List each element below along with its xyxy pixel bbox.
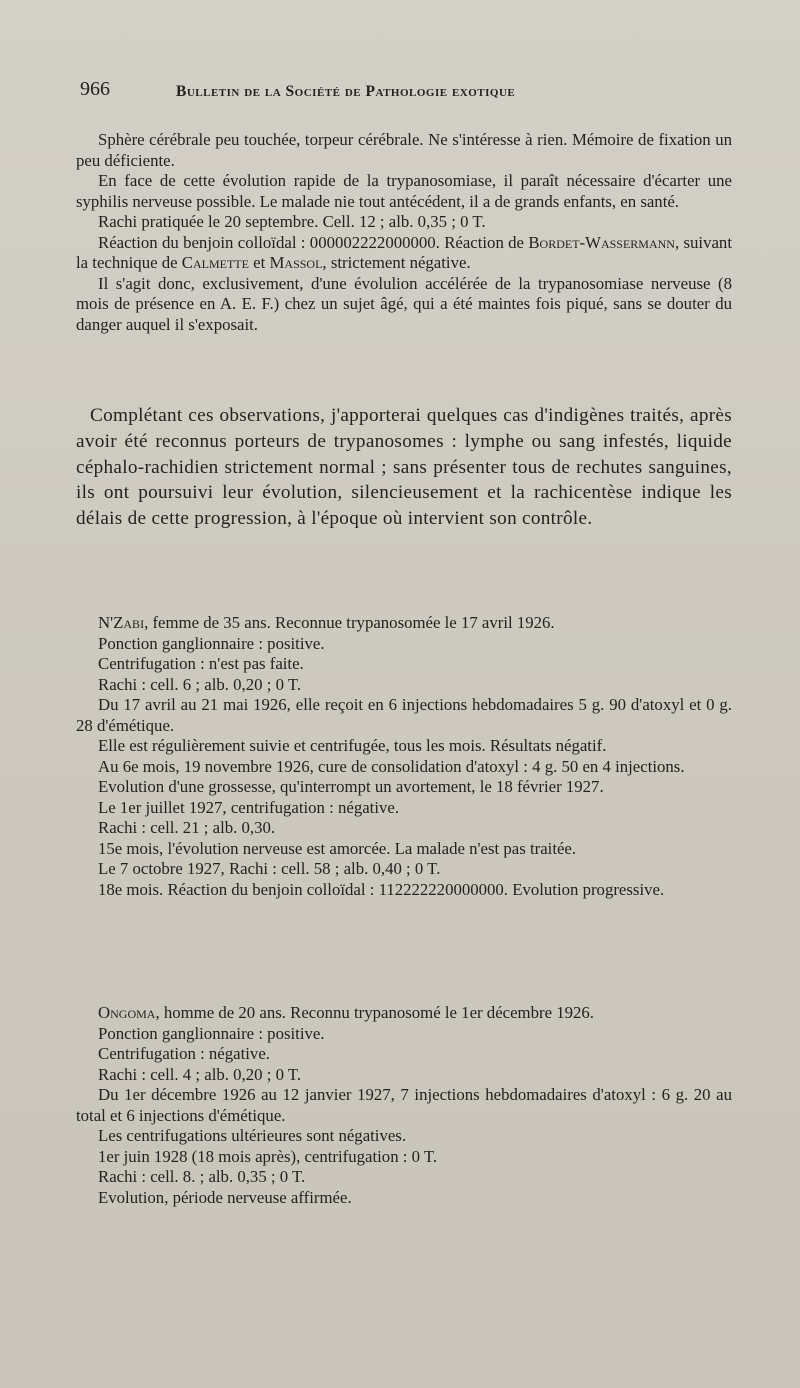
case-line: Rachi : cell. 21 ; alb. 0,30. xyxy=(98,818,276,837)
case-line: Les centrifugations ultérieures sont négatives. xyxy=(98,1126,407,1145)
author-name: Massol xyxy=(269,253,323,272)
case-line: Le 7 octobre 1927, Rachi : cell. 58 ; alb. 0,40 ; 0 T. xyxy=(98,859,441,878)
case-line: Le 1er juillet 1927, centrifugation : négative. xyxy=(98,797,400,817)
case-line: Rachi : cell. 6 ; alb. 0,20 ; 0 T. xyxy=(98,674,302,694)
case-line: Evolution d'une grossesse, qu'interrompt un avortement, le 18 février 1927. xyxy=(98,777,604,796)
author-name: Bordet-Wassermann xyxy=(528,232,675,252)
case-line: Rachi : cell. 8. ; alb. 0,35 ; 0 T. xyxy=(98,1167,306,1186)
case-line: Elle est régulièrement suivie et centrifugée, tous les mois. Résultats négatif. xyxy=(98,736,607,755)
case-line: 1er juin 1928 (18 mois après), centrifugation : 0 T. xyxy=(98,1146,438,1166)
patient-name: Ongoma xyxy=(98,1003,156,1022)
paragraph: Sphère cérébrale peu touchée, torpeur cérébrale. Ne s'intéresse à rien. Mémoire de fixation un peu déficiente. xyxy=(76,130,732,170)
paragraph: Rachi pratiquée le 20 septembre. Cell. 12 ; alb. 0,35 ; 0 T. xyxy=(98,212,486,231)
case-line: Du 17 avril au 21 mai 1926, elle reçoit en 6 injections hebdomadaires 5 g. 90 d'atoxyl et 0 g. 28 d'émétique. xyxy=(76,695,732,735)
intro-section xyxy=(76,403,732,532)
case-nzabi xyxy=(76,613,732,900)
patient-name: N'Zabi xyxy=(98,613,145,632)
case-heading: N'Zabi, femme de 35 ans. Reconnue trypanosomée le 17 avril 1926. xyxy=(98,613,555,632)
case-line: 18e mois. Réaction du benjoin colloïdal : 112222220000000. Evolution progressive. xyxy=(98,879,665,899)
paragraph: En face de cette évolution rapide de la trypanosomiase, il paraît nécessaire d'écarter une syphilis nerveuse possible. Le malade nie tout antécédent, il a de grands enfants, en santé. xyxy=(76,171,732,211)
case-line: Centrifugation : n'est pas faite. xyxy=(98,654,304,673)
intro-paragraph: Complétant ces observations, j'apporterai quelques cas d'indigènes traités, après avoir été reconnus porteurs de trypanosomes : lymphe ou sang infestés, liquide céphalo-rachidien strictement normal ; sans présenter tous de rechutes sanguines, ils ont poursuivi leur évolution, silencieusement et la rachicentèse indique les délais de cette progression, à l'époque où intervient son contrôle. xyxy=(76,405,732,530)
paragraph: Il s'agit donc, exclusivement, d'une évolulion accélérée de la trypanosomiase nerveuse (8 mois de présence en A. E. F.) chez un sujet âgé, qui a été maintes fois piqué, sans se douter du danger auquel il s'exposait. xyxy=(76,273,732,334)
case-line: 15e mois, l'évolution nerveuse est amorcée. La malade n'est pas traitée. xyxy=(98,838,577,858)
case-line: Evolution, période nerveuse affirmée. xyxy=(98,1187,352,1207)
case-line: Ponction ganglionnaire : positive. xyxy=(98,633,325,653)
case-line: Ponction ganglionnaire : positive. xyxy=(98,1023,325,1043)
page-number: 966 xyxy=(80,78,110,100)
case-line: Rachi : cell. 4 ; alb. 0,20 ; 0 T. xyxy=(98,1064,302,1084)
case-line: Au 6e mois, 19 novembre 1926, cure de consolidation d'atoxyl : 4 g. 50 en 4 injections. xyxy=(98,756,685,776)
author-name: Calmette xyxy=(181,253,249,272)
case-line: Du 1er décembre 1926 au 12 janvier 1927, 7 injections hebdomadaires d'atoxyl : 6 g. 20 au total et 6 injections d'émétique. xyxy=(76,1085,732,1125)
running-title: Bulletin de la Société de Pathologie exotique xyxy=(176,83,516,100)
case-line: Centrifugation : négative. xyxy=(98,1044,270,1063)
case-top-section xyxy=(76,130,732,335)
paragraph-reaction: Réaction du benjoin colloïdal : 000002222000000. Réaction de Bordet-Wassermann, suivant la technique de Calmette et Massol, strictement négative. xyxy=(76,232,732,272)
case-heading: Ongoma, homme de 20 ans. Reconnu trypanosomé le 1er décembre 1926. xyxy=(98,1003,594,1022)
case-ongoma xyxy=(76,1003,732,1208)
